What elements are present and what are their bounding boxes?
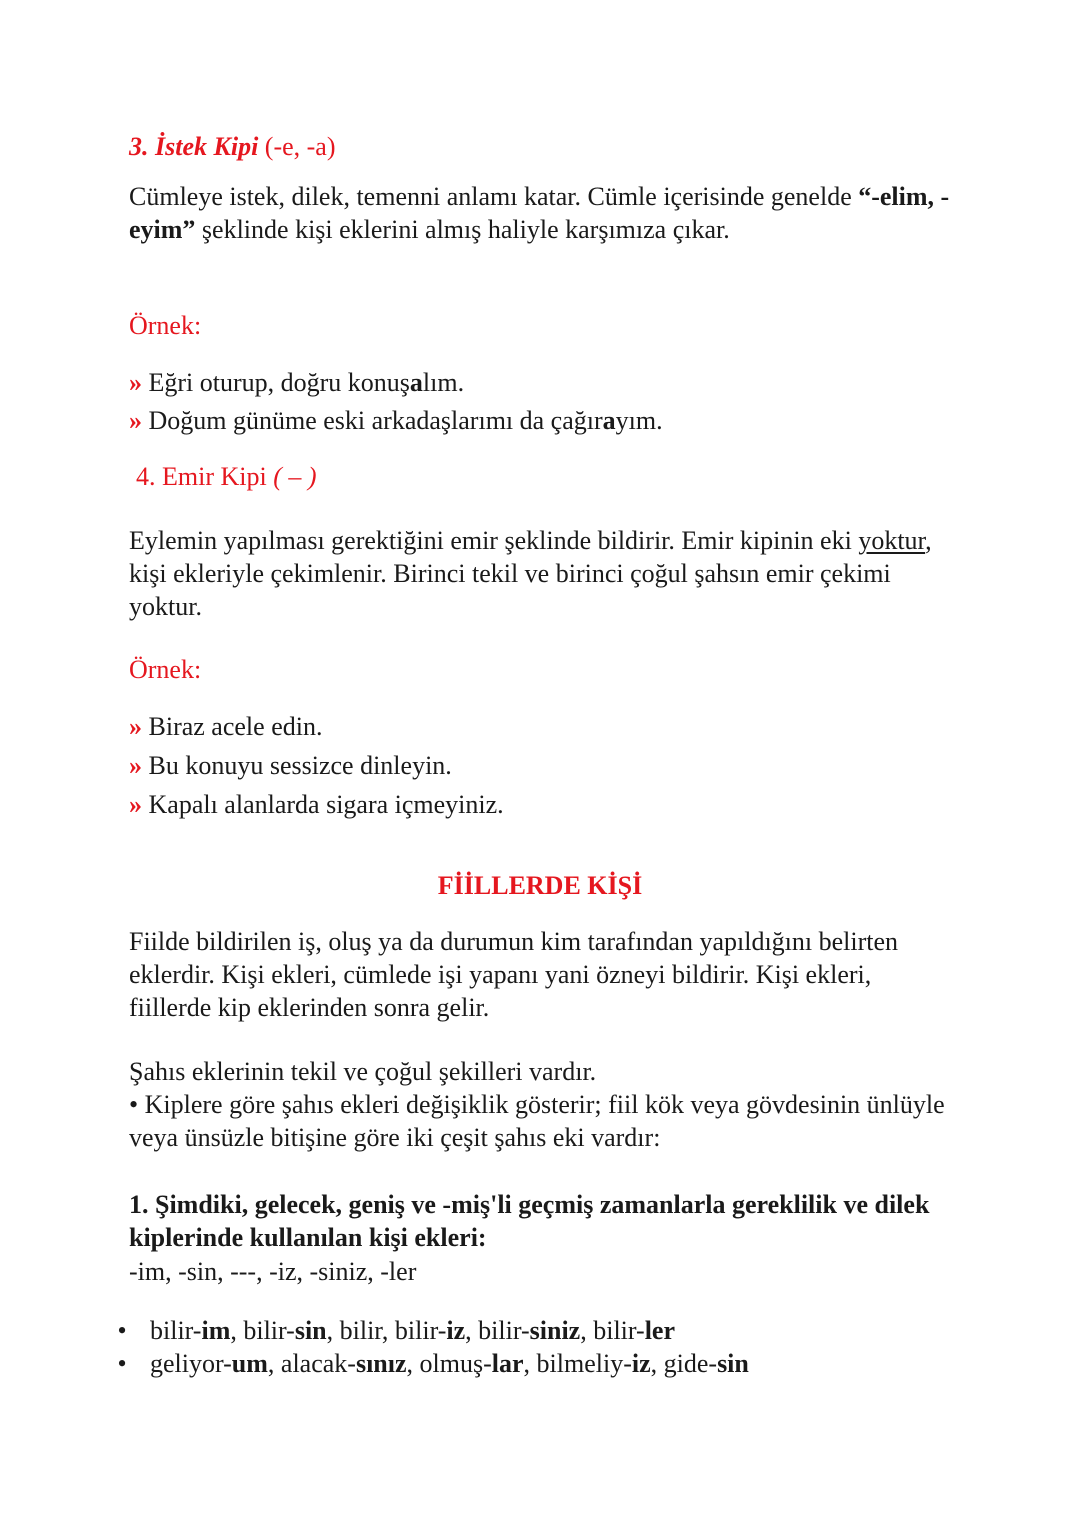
istek-kipi-description bbox=[129, 180, 959, 246]
istek-example-label: Örnek: bbox=[129, 311, 202, 340]
emir-kipi-description bbox=[129, 524, 959, 623]
list-bold: siniz bbox=[529, 1316, 581, 1345]
list-bold: iz bbox=[446, 1316, 466, 1345]
list-bold: lar bbox=[491, 1349, 524, 1378]
istek-kipi-heading bbox=[129, 130, 959, 163]
kisi-paragraph-1: Fiilde bildirilen iş, oluş ya da durumun kim tarafından yapıldığını belirten eklerdir. Kişi ekleri, cümlede işi yapanı yani özneyi bildirir. Kişi ekleri, fiillerde kip eklerinden sonra gelir. bbox=[129, 927, 899, 1022]
list-bold: sin bbox=[717, 1349, 749, 1378]
list-bold: ler bbox=[644, 1316, 675, 1345]
list-text: , bilir- bbox=[230, 1316, 295, 1345]
istek-desc-text: Cümleye istek, dilek, temenni anlamı katar. Cümle içerisinde genelde bbox=[129, 182, 859, 211]
emir-desc-text-end: , kişi ekleriyle çekimlenir. Birinci tekil ve birinci çoğul şahsın emir çekimi yoktur. bbox=[129, 526, 932, 621]
emir-example-1 bbox=[129, 710, 959, 743]
kisi-example-list bbox=[112, 1314, 962, 1380]
istek-kipi-suffixes: (-e, -a) bbox=[258, 132, 336, 161]
emir-example-2 bbox=[129, 749, 959, 782]
dot-bullet-icon: • bbox=[117, 1316, 127, 1345]
example-text: Doğum günüme eski arkadaşlarımı da çağır bbox=[148, 406, 603, 435]
kisi-suffix-line: -im, -sin, ---, -iz, -siniz, -ler bbox=[129, 1257, 417, 1286]
example-text: Bu konuyu sessizce dinleyin. bbox=[148, 751, 452, 780]
list-bold: sin bbox=[294, 1316, 327, 1345]
list-text: bilir- bbox=[150, 1316, 202, 1345]
emir-example-3 bbox=[129, 788, 959, 821]
emir-kipi-title: 4. Emir Kipi bbox=[136, 462, 267, 491]
example-text-end: yım. bbox=[615, 406, 663, 435]
kisi-paragraph-2-line-1: Şahıs eklerinin tekil ve çoğul şekilleri vardır. bbox=[129, 1057, 597, 1086]
list-text: , bilir- bbox=[465, 1316, 530, 1345]
bullet-marker: » bbox=[129, 406, 142, 435]
list-text: geliyor- bbox=[150, 1349, 232, 1378]
emir-desc-text: Eylemin yapılması gerektiğini emir şeklinde bildirir. Emir kipinin eki bbox=[129, 526, 859, 555]
emir-example-label: Örnek: bbox=[129, 655, 202, 684]
list-text: , gide- bbox=[650, 1349, 718, 1378]
list-text: , bilir, bilir- bbox=[326, 1316, 447, 1345]
example-bold: a bbox=[409, 368, 423, 397]
example-text: Eğri oturup, doğru konuş bbox=[148, 368, 410, 397]
istek-example-2 bbox=[129, 404, 959, 437]
kisi-sub-heading: 1. Şimdiki, gelecek, geniş ve -miş'li geçmiş zamanlarla gereklilik ve dilek kiplerinde kullanılan kişi ekleri: bbox=[129, 1190, 930, 1252]
emir-kipi-heading bbox=[136, 460, 966, 493]
bullet-marker: » bbox=[129, 712, 142, 741]
emir-kipi-suffix: ( – ) bbox=[266, 462, 317, 491]
bullet-marker: » bbox=[129, 368, 142, 397]
example-text: Biraz acele edin. bbox=[148, 712, 323, 741]
list-bold: um bbox=[231, 1349, 268, 1378]
bullet-marker: » bbox=[129, 790, 142, 819]
istek-desc-text-end: şeklinde kişi eklerini almış haliyle karşımıza çıkar. bbox=[195, 215, 730, 244]
list-bold: sınız bbox=[355, 1349, 407, 1378]
list-text: , alacak- bbox=[267, 1349, 356, 1378]
section-heading: FİİLLERDE KİŞİ bbox=[437, 871, 643, 900]
istek-example-1 bbox=[129, 366, 959, 399]
dot-bullet-icon: • bbox=[117, 1349, 127, 1378]
list-text: , bilir- bbox=[580, 1316, 645, 1345]
istek-desc-bold: “-elim, -eyim” bbox=[129, 182, 950, 244]
example-bold: a bbox=[602, 406, 616, 435]
list-text: , olmuş- bbox=[406, 1349, 492, 1378]
list-bold: iz bbox=[631, 1349, 651, 1378]
list-item bbox=[112, 1347, 962, 1380]
list-bold: im bbox=[201, 1316, 231, 1345]
example-text-end: lım. bbox=[422, 368, 465, 397]
example-text: Kapalı alanlarda sigara içmeyiniz. bbox=[148, 790, 504, 819]
list-text: , bilmeliy- bbox=[523, 1349, 632, 1378]
kisi-paragraph-2-line-2: • Kiplere göre şahıs ekleri değişiklik gösterir; fiil kök veya gövdesinin ünlüyle veya ünsüzle bitişine göre iki çeşit şahıs eki vardır: bbox=[129, 1090, 945, 1152]
istek-kipi-title: 3. İstek Kipi bbox=[129, 132, 259, 161]
emir-desc-underline: yoktur bbox=[858, 526, 926, 555]
bullet-marker: » bbox=[129, 751, 142, 780]
list-item bbox=[112, 1314, 962, 1347]
